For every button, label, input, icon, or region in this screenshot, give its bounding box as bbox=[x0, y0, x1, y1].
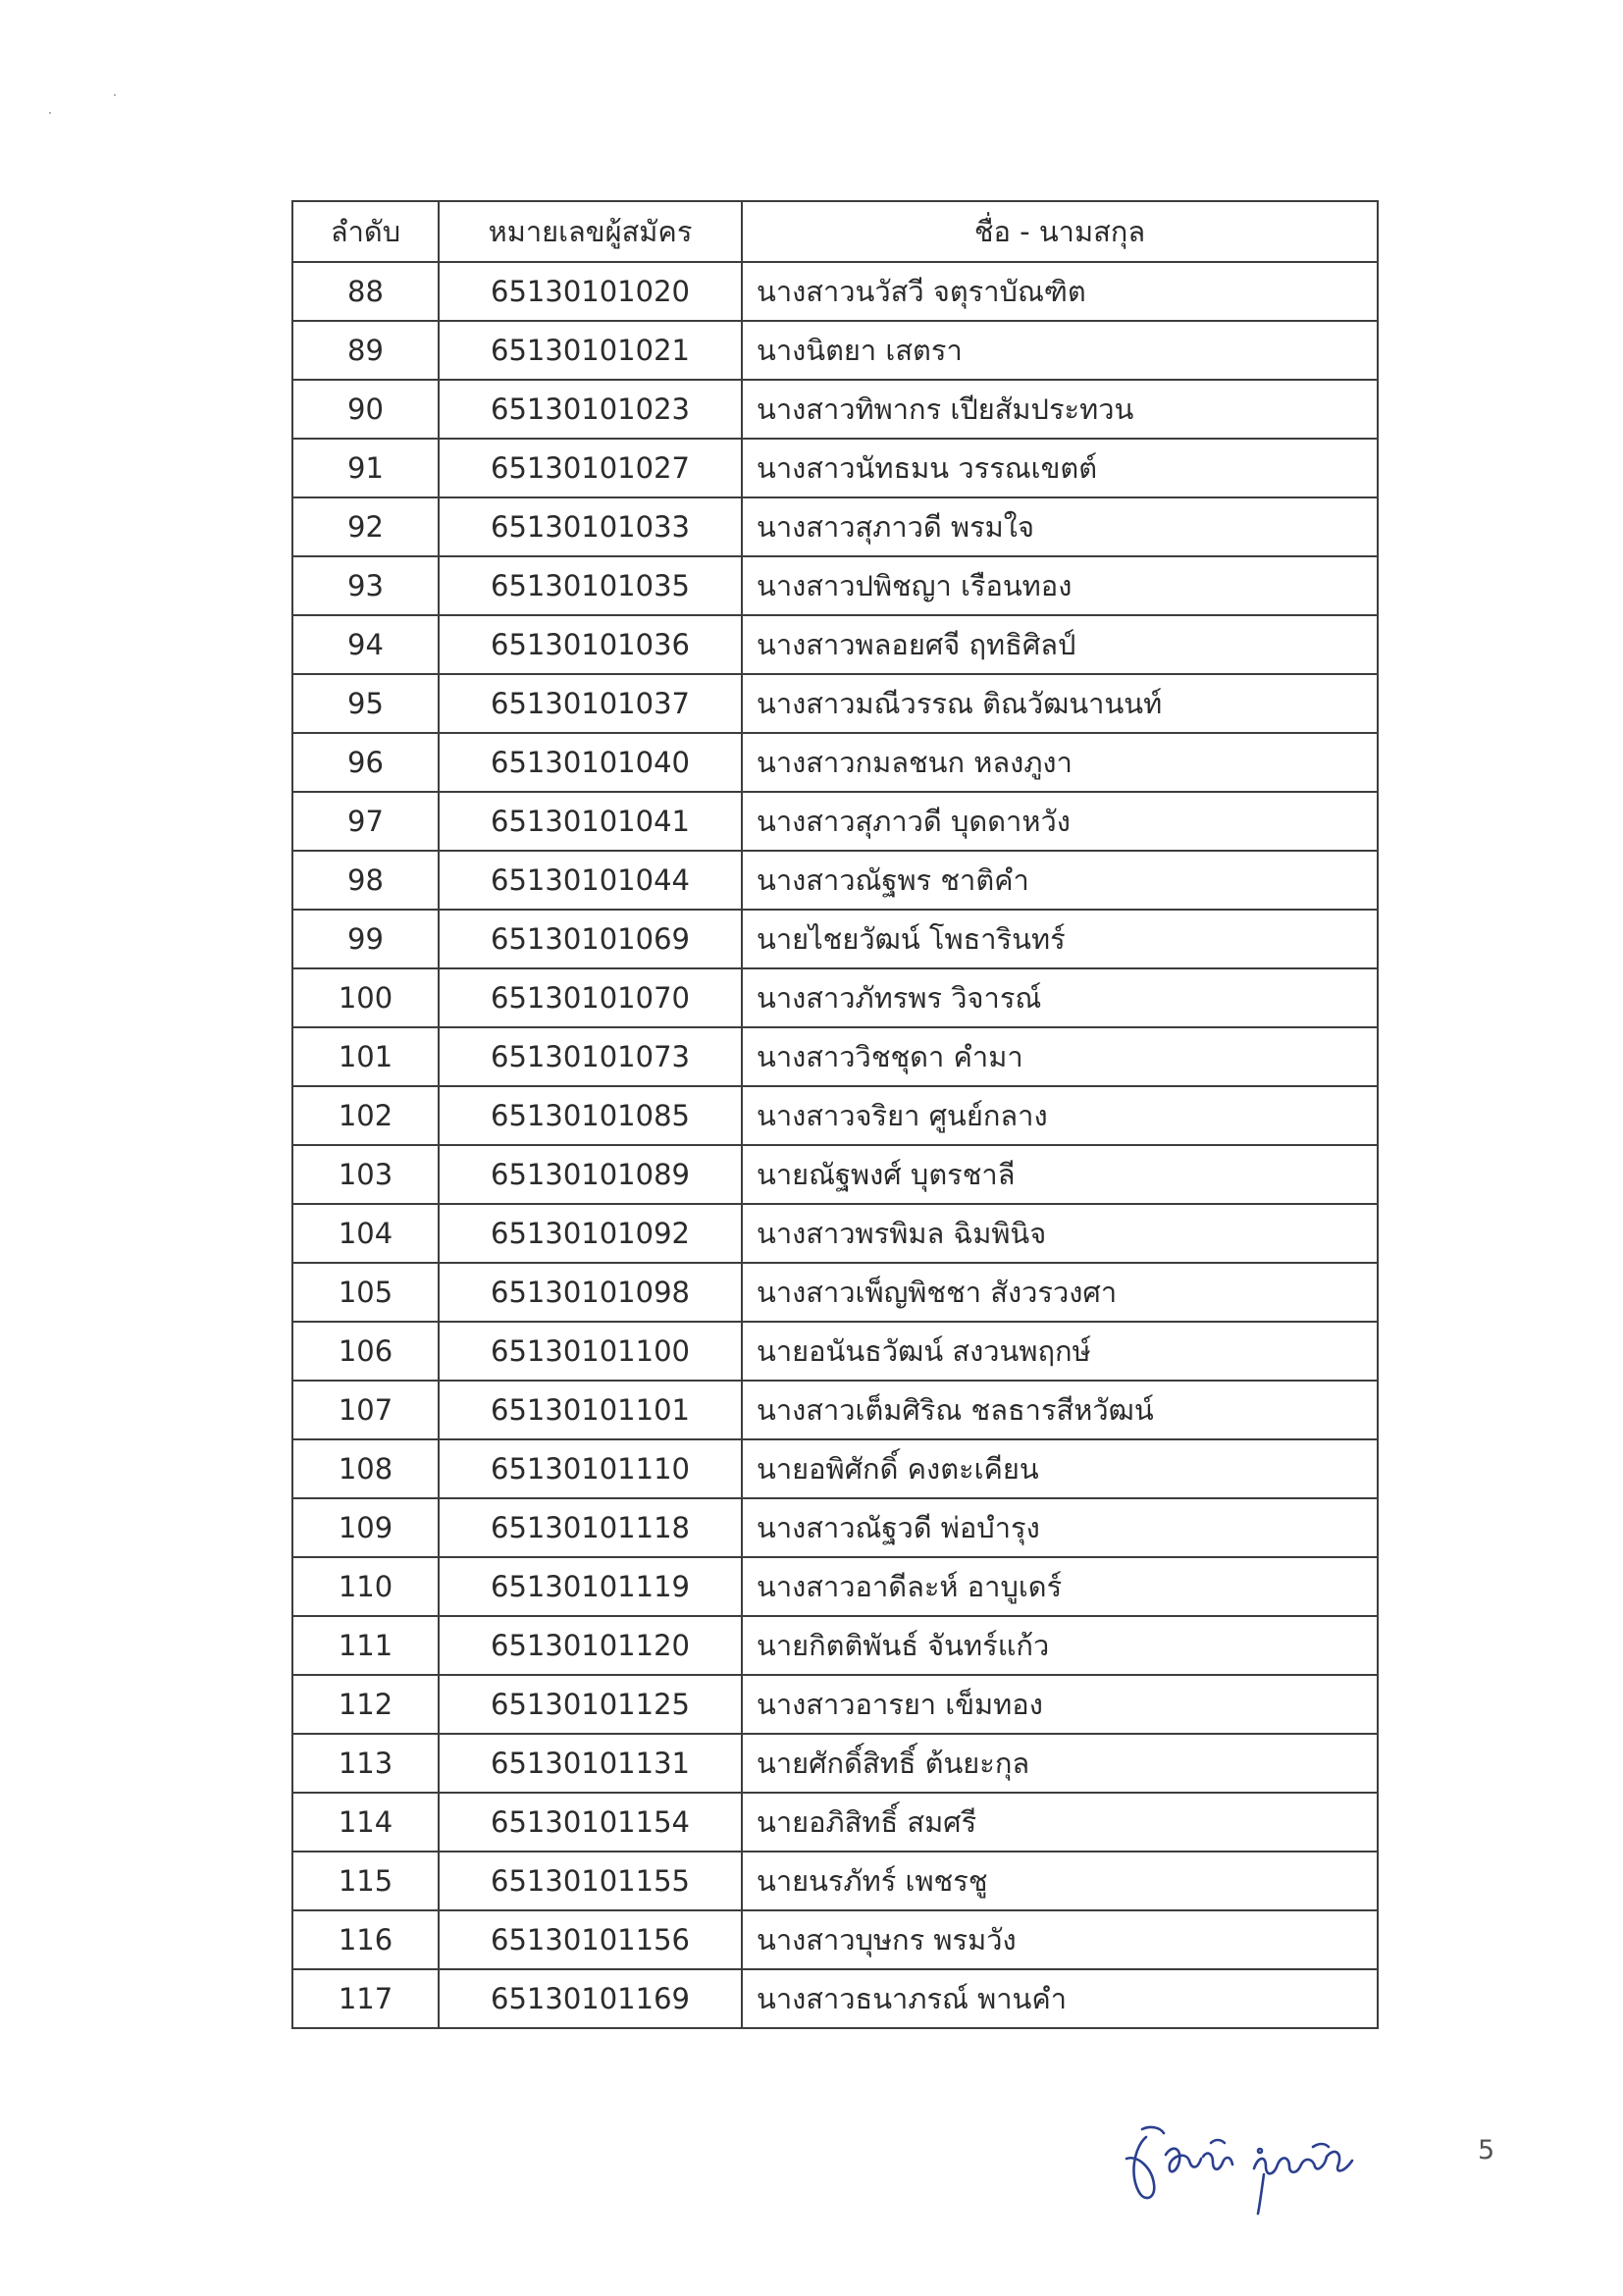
table-row bbox=[292, 1086, 1378, 1145]
header-applicant-number: หมายเลขผู้สมัคร bbox=[439, 201, 742, 262]
cell-applicant-number: 65130101119 bbox=[439, 1557, 742, 1616]
cell-full-name: นางสาวมณีวรรณ ติณวัฒนานนท์ bbox=[742, 674, 1378, 733]
cell-order: 93 bbox=[292, 556, 439, 615]
table-row bbox=[292, 1675, 1378, 1734]
cell-full-name: นางสาวธนาภรณ์ พานคำ bbox=[742, 1969, 1378, 2028]
table-row bbox=[292, 1969, 1378, 2028]
table-row bbox=[292, 615, 1378, 674]
cell-applicant-number: 65130101070 bbox=[439, 968, 742, 1027]
cell-applicant-number: 65130101023 bbox=[439, 380, 742, 439]
cell-full-name: นายนรภัทร์ เพชรชู bbox=[742, 1852, 1378, 1910]
table-row bbox=[292, 439, 1378, 497]
table-row bbox=[292, 792, 1378, 851]
cell-full-name: นางสาวสุภาวดี บุดดาหวัง bbox=[742, 792, 1378, 851]
cell-applicant-number: 65130101021 bbox=[439, 321, 742, 380]
cell-order: 105 bbox=[292, 1263, 439, 1322]
cell-applicant-number: 65130101085 bbox=[439, 1086, 742, 1145]
cell-applicant-number: 65130101154 bbox=[439, 1793, 742, 1852]
cell-order: 110 bbox=[292, 1557, 439, 1616]
cell-full-name: นางสาวภัทรพร วิจารณ์ bbox=[742, 968, 1378, 1027]
cell-full-name: นางสาววิชชุดา คำมา bbox=[742, 1027, 1378, 1086]
table-row bbox=[292, 1557, 1378, 1616]
table-row bbox=[292, 497, 1378, 556]
cell-applicant-number: 65130101110 bbox=[439, 1439, 742, 1498]
cell-order: 100 bbox=[292, 968, 439, 1027]
cell-applicant-number: 65130101033 bbox=[439, 497, 742, 556]
table-row bbox=[292, 1793, 1378, 1852]
cell-full-name: นางสาวกมลชนก หลงภูงา bbox=[742, 733, 1378, 792]
cell-order: 99 bbox=[292, 910, 439, 968]
cell-full-name: นางสาวอารยา เข็มทอง bbox=[742, 1675, 1378, 1734]
cell-full-name: นายอภิสิทธิ์ สมศรี bbox=[742, 1793, 1378, 1852]
cell-full-name: นางสาวณัฐวดี พ่อบำรุง bbox=[742, 1498, 1378, 1557]
cell-order: 116 bbox=[292, 1910, 439, 1969]
cell-full-name: นางสาวทิพากร เปียสัมประทวน bbox=[742, 380, 1378, 439]
table-row bbox=[292, 1734, 1378, 1793]
cell-order: 112 bbox=[292, 1675, 439, 1734]
cell-order: 104 bbox=[292, 1204, 439, 1263]
cell-order: 89 bbox=[292, 321, 439, 380]
cell-full-name: นางนิตยา เสตรา bbox=[742, 321, 1378, 380]
table-row bbox=[292, 1263, 1378, 1322]
cell-applicant-number: 65130101036 bbox=[439, 615, 742, 674]
cell-full-name: นางสาวณัฐพร ชาติคำ bbox=[742, 851, 1378, 910]
table-row bbox=[292, 1852, 1378, 1910]
cell-applicant-number: 65130101131 bbox=[439, 1734, 742, 1793]
table-row bbox=[292, 262, 1378, 321]
applicant-table bbox=[291, 200, 1379, 2029]
cell-order: 117 bbox=[292, 1969, 439, 2028]
cell-order: 108 bbox=[292, 1439, 439, 1498]
cell-applicant-number: 65130101035 bbox=[439, 556, 742, 615]
cell-order: 103 bbox=[292, 1145, 439, 1204]
cell-applicant-number: 65130101100 bbox=[439, 1322, 742, 1381]
header-full-name: ชื่อ - นามสกุล bbox=[742, 201, 1378, 262]
cell-order: 95 bbox=[292, 674, 439, 733]
cell-order: 111 bbox=[292, 1616, 439, 1675]
cell-applicant-number: 65130101125 bbox=[439, 1675, 742, 1734]
cell-order: 107 bbox=[292, 1381, 439, 1439]
cell-applicant-number: 65130101041 bbox=[439, 792, 742, 851]
table-row bbox=[292, 1498, 1378, 1557]
cell-order: 113 bbox=[292, 1734, 439, 1793]
cell-full-name: นางสาวนัทธมน วรรณเขตต์ bbox=[742, 439, 1378, 497]
header-order: ลำดับ bbox=[292, 201, 439, 262]
cell-order: 102 bbox=[292, 1086, 439, 1145]
cell-order: 114 bbox=[292, 1793, 439, 1852]
cell-order: 115 bbox=[292, 1852, 439, 1910]
table-row bbox=[292, 1910, 1378, 1969]
cell-applicant-number: 65130101098 bbox=[439, 1263, 742, 1322]
signature bbox=[1117, 2108, 1391, 2225]
cell-applicant-number: 65130101092 bbox=[439, 1204, 742, 1263]
cell-full-name: นางสาวจริยา ศูนย์กลาง bbox=[742, 1086, 1378, 1145]
table-row bbox=[292, 910, 1378, 968]
cell-applicant-number: 65130101101 bbox=[439, 1381, 742, 1439]
cell-full-name: นางสาวนวัสวี จตุราบัณฑิต bbox=[742, 262, 1378, 321]
cell-full-name: นายอนันธวัฒน์ สงวนพฤกษ์ bbox=[742, 1322, 1378, 1381]
table-row bbox=[292, 321, 1378, 380]
cell-full-name: นางสาวบุษกร พรมวัง bbox=[742, 1910, 1378, 1969]
table-body bbox=[292, 262, 1378, 2028]
cell-applicant-number: 65130101073 bbox=[439, 1027, 742, 1086]
cell-order: 94 bbox=[292, 615, 439, 674]
cell-full-name: นางสาวสุภาวดี พรมใจ bbox=[742, 497, 1378, 556]
cell-order: 88 bbox=[292, 262, 439, 321]
cell-order: 98 bbox=[292, 851, 439, 910]
table-row bbox=[292, 556, 1378, 615]
scan-specks bbox=[47, 90, 126, 120]
table-header-row bbox=[292, 201, 1378, 262]
cell-applicant-number: 65130101169 bbox=[439, 1969, 742, 2028]
table-row bbox=[292, 1027, 1378, 1086]
cell-order: 96 bbox=[292, 733, 439, 792]
cell-applicant-number: 65130101156 bbox=[439, 1910, 742, 1969]
cell-applicant-number: 65130101155 bbox=[439, 1852, 742, 1910]
table-row bbox=[292, 1204, 1378, 1263]
cell-full-name: นางสาวเพ็ญพิชชา สังวรวงศา bbox=[742, 1263, 1378, 1322]
cell-order: 106 bbox=[292, 1322, 439, 1381]
table-row bbox=[292, 1616, 1378, 1675]
table-row bbox=[292, 1439, 1378, 1498]
table-row bbox=[292, 380, 1378, 439]
page-number: 5 bbox=[1478, 2135, 1495, 2166]
cell-order: 90 bbox=[292, 380, 439, 439]
cell-full-name: นางสาวปพิชญา เรือนทอง bbox=[742, 556, 1378, 615]
cell-full-name: นายไชยวัฒน์ โพธารินทร์ bbox=[742, 910, 1378, 968]
cell-full-name: นายศักดิ์สิทธิ์ ต้นยะกุล bbox=[742, 1734, 1378, 1793]
table-row bbox=[292, 733, 1378, 792]
table-row bbox=[292, 1145, 1378, 1204]
table-row bbox=[292, 674, 1378, 733]
cell-applicant-number: 65130101044 bbox=[439, 851, 742, 910]
cell-full-name: นายณัฐพงศ์ บุตรชาลี bbox=[742, 1145, 1378, 1204]
cell-order: 109 bbox=[292, 1498, 439, 1557]
cell-applicant-number: 65130101037 bbox=[439, 674, 742, 733]
cell-full-name: นางสาวพรพิมล ฉิมพินิจ bbox=[742, 1204, 1378, 1263]
cell-full-name: นายกิตติพันธ์ จันทร์แก้ว bbox=[742, 1616, 1378, 1675]
cell-applicant-number: 65130101118 bbox=[439, 1498, 742, 1557]
cell-applicant-number: 65130101120 bbox=[439, 1616, 742, 1675]
cell-full-name: นางสาวพลอยศจี ฤทธิศิลป์ bbox=[742, 615, 1378, 674]
cell-full-name: นางสาวอาดีละห์ อาบูเดร์ bbox=[742, 1557, 1378, 1616]
cell-full-name: นายอพิศักดิ์ คงตะเคียน bbox=[742, 1439, 1378, 1498]
cell-applicant-number: 65130101027 bbox=[439, 439, 742, 497]
table-row bbox=[292, 1381, 1378, 1439]
cell-applicant-number: 65130101069 bbox=[439, 910, 742, 968]
cell-order: 92 bbox=[292, 497, 439, 556]
cell-order: 97 bbox=[292, 792, 439, 851]
table-row bbox=[292, 968, 1378, 1027]
cell-applicant-number: 65130101020 bbox=[439, 262, 742, 321]
cell-order: 91 bbox=[292, 439, 439, 497]
cell-applicant-number: 65130101089 bbox=[439, 1145, 742, 1204]
cell-full-name: นางสาวเต็มศิริณ ชลธารสีหวัฒน์ bbox=[742, 1381, 1378, 1439]
cell-applicant-number: 65130101040 bbox=[439, 733, 742, 792]
table-row bbox=[292, 1322, 1378, 1381]
table-row bbox=[292, 851, 1378, 910]
cell-order: 101 bbox=[292, 1027, 439, 1086]
